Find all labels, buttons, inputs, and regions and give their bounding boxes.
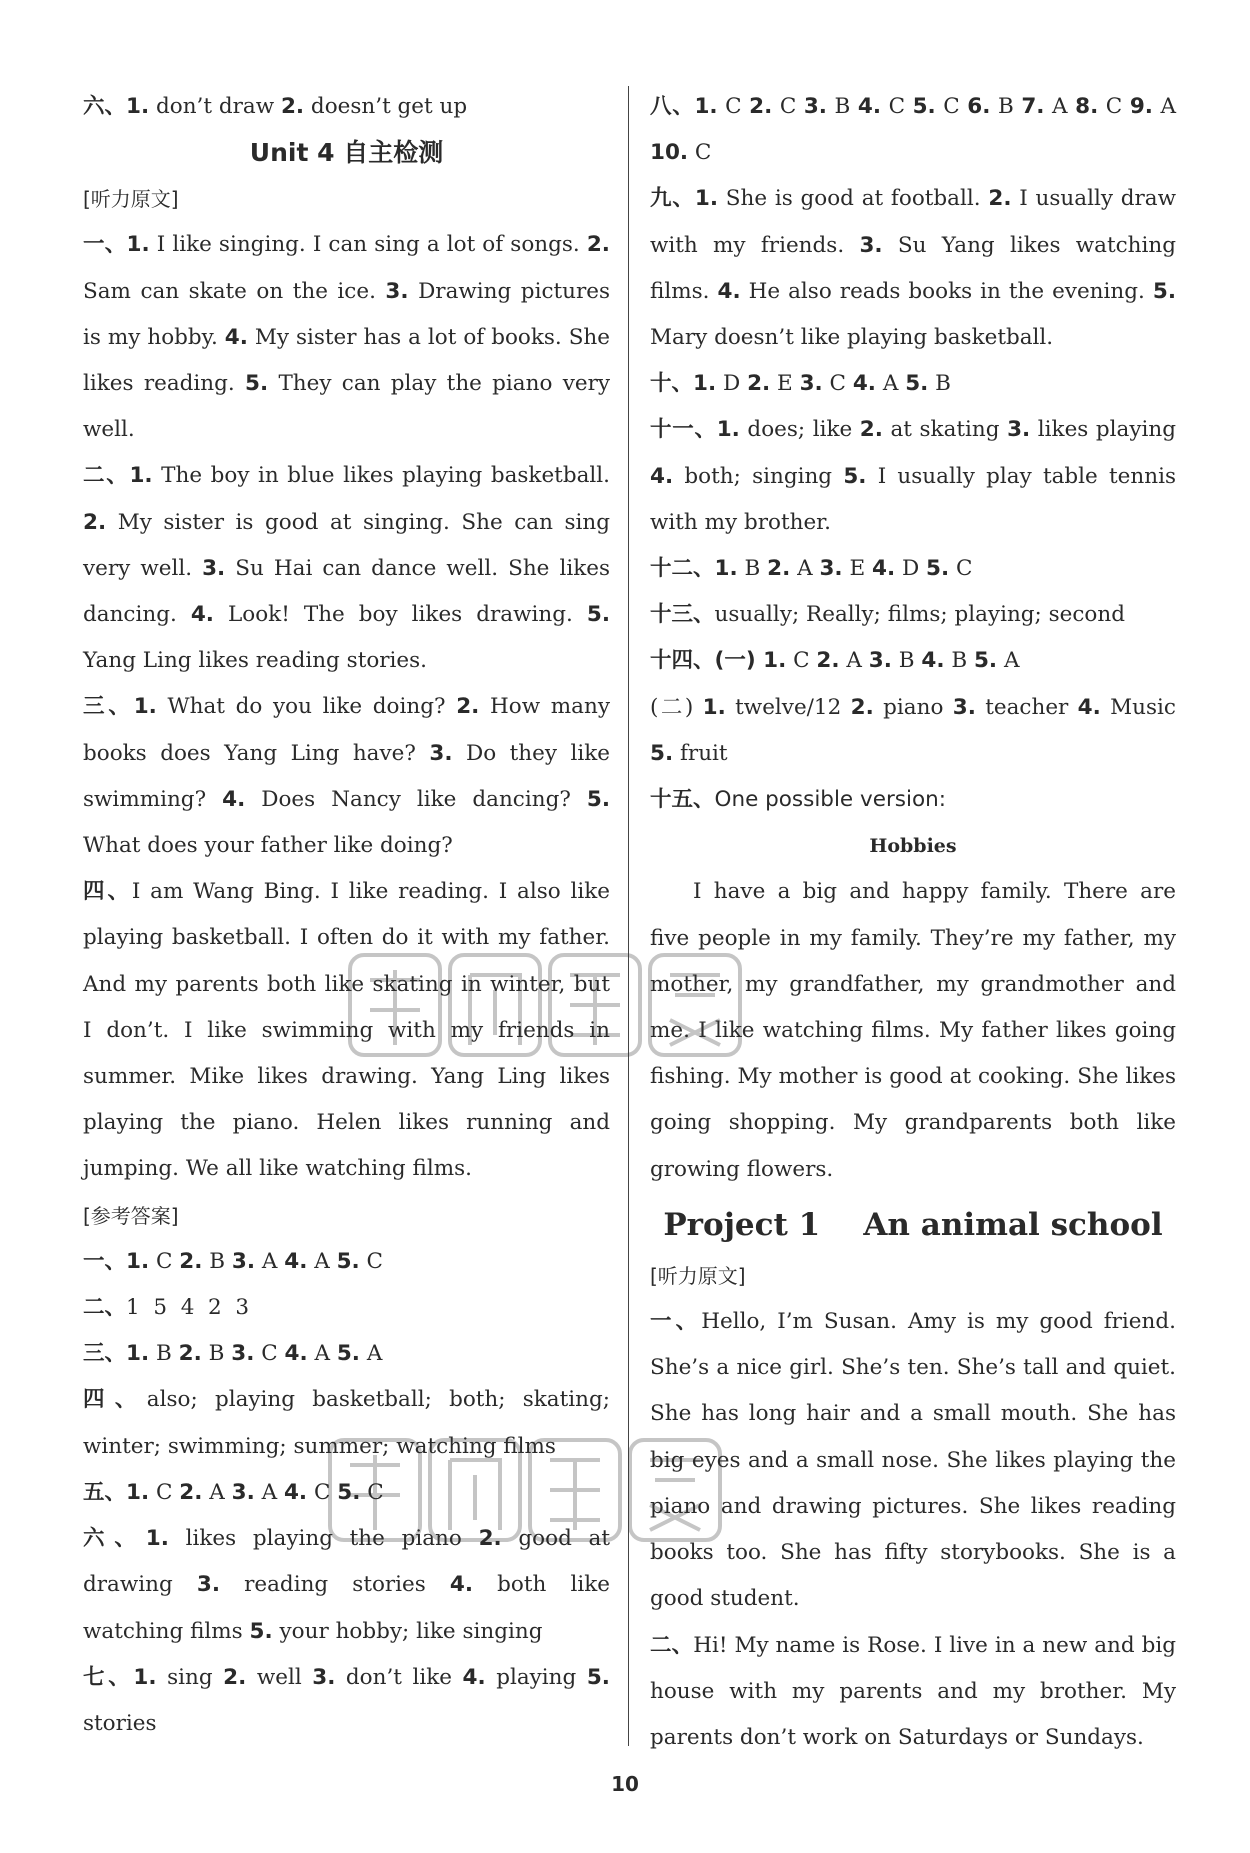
answer-10: 十、1. D 2. E 3. C 4. A 5. B xyxy=(650,371,951,397)
project-section-1: 一、Hello, I’m Susan. Amy is my good friend. She’s a nice girl. She’s ten. She’s tall and quiet. She has long hair and a small mouth. She has big eyes and a small nose. She likes playing the piano and drawing pictures. She likes reading books too. She has fifty storybooks. She is a good student. xyxy=(650,1309,1176,1612)
right-column xyxy=(650,84,1176,1761)
left-line-1: 六、1. don’t draw 2. doesn’t get up xyxy=(83,94,468,119)
project-title: Project 1 An animal school xyxy=(663,1206,1163,1243)
essay-body: I have a big and happy family. There are five people in my family. They’re my father, my mother, my grandfather, my grandmother and me. I like watching films. My father likes going fishing. My mother is good at cooking. She likes going shopping. My grandparents both like growing flowers. xyxy=(650,879,1176,1182)
section-4: 四、I am Wang Bing. I like reading. I also like playing basketball. I often do it with my father. And my parents both like skating in winter, but I don’t. I like swimming with my friends in summer. Mike likes drawing. Yang Ling likes playing the piano. Helen likes running and jumping. We all like watching films. xyxy=(83,879,610,1182)
section-1: 一、1. I like singing. I can sing a lot of songs. 2. Sam can skate on the ice. 3. Drawing pictures is my hobby. 4. My sister has a lot of books. She likes reading. 5. They can play the piano very well. xyxy=(83,232,611,443)
project-section-2: 二、Hi! My name is Rose. I live in a new and big house with my parents and my brother. My parents don’t work on Saturdays or Sundays. xyxy=(650,1632,1176,1750)
answer-15: 十五、One possible version: xyxy=(650,787,946,813)
answer-14-part-2: (二) 1. twelve/12 2. piano 3. teacher 4. Music 5. fruit xyxy=(650,694,1176,766)
answer-1: 一、1. C 2. B 3. A 4. A 5. C xyxy=(83,1248,384,1274)
section-3: 三、1. What do you like doing? 2. How many books does Yang Ling have? 3. Do they like swimming? 4. Does Nancy like dancing? 5. What does your father like doing? xyxy=(83,694,610,859)
unit-title: Unit 4 自主检测 xyxy=(249,138,444,168)
answer-5: 五、1. C 2. A 3. A 4. C 5. C xyxy=(83,1479,384,1505)
answer-6: 六、1. likes playing the piano 2. good at drawing 3. reading stories 4. both like watching films 5. your hobby; like singing xyxy=(83,1526,610,1644)
answer-13: 十三、usually; Really; films; playing; second xyxy=(650,602,1125,628)
column-divider xyxy=(628,86,629,1746)
answer-4: 四、also; playing basketball; both; skating; winter; swimming; summer; watching films xyxy=(83,1387,610,1459)
section-2: 二、1. The boy in blue likes playing basketball. 2. My sister is good at singing. She can sing very well. 3. Su Hai can dance well. She likes dancing. 4. Look! The boy likes drawing. 5. Yang Ling likes reading stories. xyxy=(83,463,610,674)
answer-14-part-1: 十四、(一) 1. C 2. A 3. B 4. B 5. A xyxy=(650,648,1020,674)
answer-2: 二、1 5 4 2 3 xyxy=(83,1295,250,1321)
listening-label: [听力原文] xyxy=(83,187,179,212)
answer-9: 九、1. She is good at football. 2. I usually draw with my friends. 3. Su Yang likes watching films. 4. He also reads books in the evening. 5. Mary doesn’t like playing basketball. xyxy=(650,186,1176,351)
left-column xyxy=(83,84,610,1747)
answer-11: 十一、1. does; like 2. at skating 3. likes playing 4. both; singing 5. I usually play table tennis with my brother. xyxy=(650,417,1176,535)
page-number: 10 xyxy=(611,1772,639,1796)
answer-8: 八、1. C 2. C 3. B 4. C 5. C 6. B 7. A 8. C 9. A 10. C xyxy=(650,94,1177,166)
project-listening-label: [听力原文] xyxy=(650,1263,746,1288)
essay-title: Hobbies xyxy=(869,835,957,858)
answers-label: [参考答案] xyxy=(83,1203,179,1228)
answer-7: 七、1. sing 2. well 3. don’t like 4. playing 5. stories xyxy=(83,1664,610,1736)
answer-3: 三、1. B 2. B 3. C 4. A 5. A xyxy=(83,1341,383,1367)
answer-12: 十二、1. B 2. A 3. E 4. D 5. C xyxy=(650,556,973,582)
